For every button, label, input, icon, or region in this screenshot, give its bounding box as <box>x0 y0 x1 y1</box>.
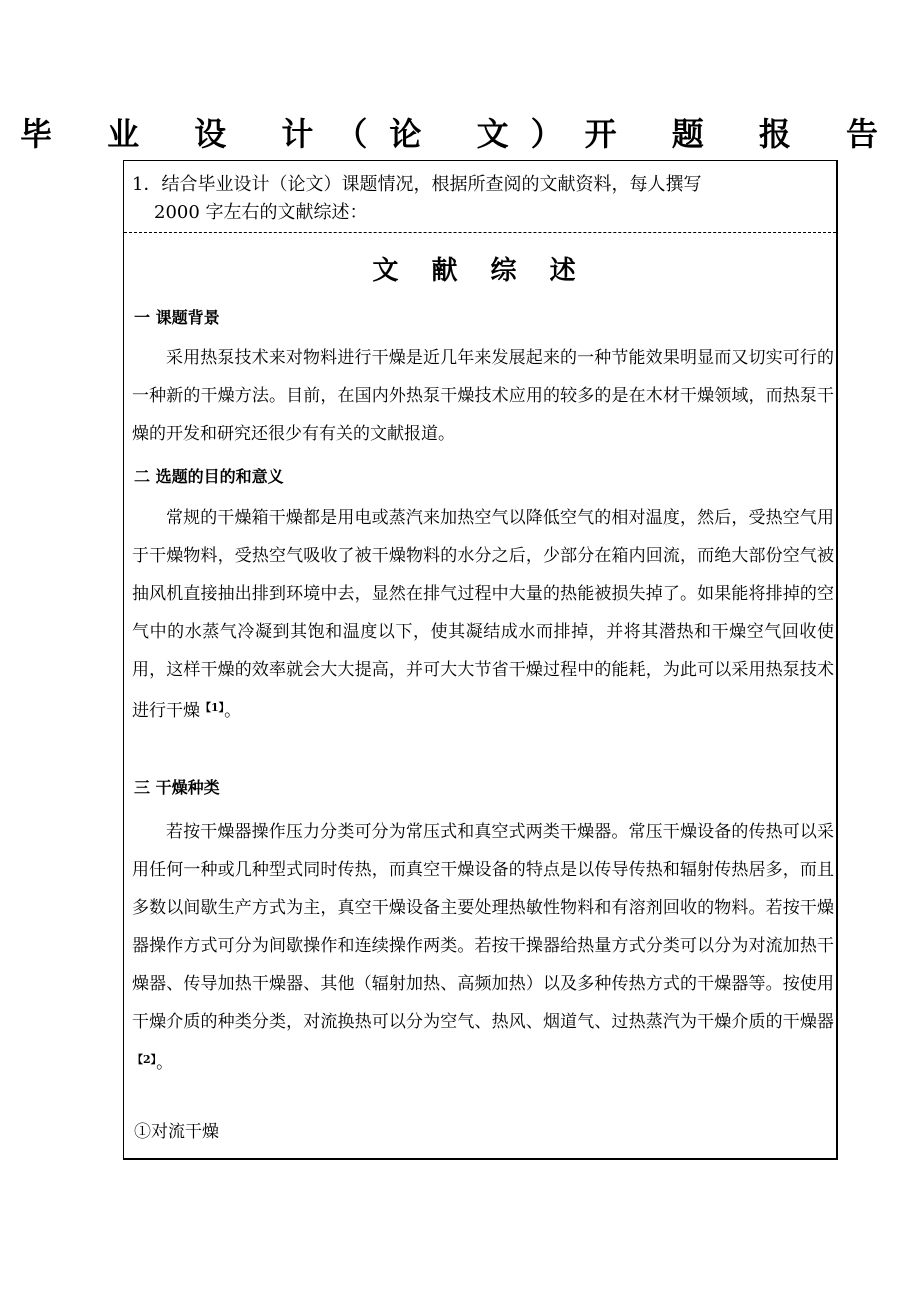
paragraph-background <box>132 339 834 453</box>
paragraph-types <box>132 813 834 1082</box>
form-prompt <box>132 171 832 227</box>
dashed-divider <box>124 232 836 233</box>
paragraph-purpose-text: 常规的干燥箱干燥都是用电或蒸汽来加热空气以降低空气的相对温度，然后，受热空气用于干燥物料，受热空气吸收了被干燥物料的水分之后，少部分在箱内回流，而绝大部份空气被抽风机直接抽出排到环境中去，显然在排气过程中大量的热能被损失掉了。如果能将排掉的空气中的水蒸气冷凝到其饱和温度以下，使其凝结成水而排掉，并将其潜热和干燥空气回收使用，这样干燥的效率就会大大提高，并可大大节省干燥过程中的能耗，为此可以采用热泵技术进行干燥 <box>132 508 834 721</box>
prompt-line-2: 2000 字左右的文献综述： <box>154 202 368 223</box>
paragraph-purpose-ending: 。 <box>224 701 242 721</box>
section-heading-types: 三 干燥种类 <box>134 778 220 797</box>
section-heading-background: 一 课题背景 <box>134 308 220 327</box>
paragraph-types-ending: 。 <box>156 1053 174 1073</box>
review-heading: 文 献 综 述 <box>372 256 588 286</box>
citation-2: 【2】 <box>132 1053 157 1066</box>
paragraph-types-text: 若按干燥器操作压力分类可分为常压式和真空式两类干燥器。常压干燥设备的传热可以采用任何一种或几种型式同时传热，而真空干燥设备的特点是以传导传热和辐射传热居多，而且多数以间歇生产方式为主，真空干燥设备主要处理热敏性物料和有溶剂回收的物料。若按干燥器操作方式可分为间歇操作和连续操作两类。若按干操器给热量方式分类可以分为对流加热干燥器、传导加热干燥器、其他（辐射加热、高频加热）以及多种传热方式的干燥器等。按使用干燥介质的种类分类，对流换热可以分为空气、热风、烟道气、过热蒸汽为干燥介质的干燥器 <box>132 822 834 1032</box>
item-convection-drying: ①对流干燥 <box>134 1122 219 1142</box>
report-form-box <box>123 160 838 1160</box>
paragraph-background-text: 采用热泵技术来对物料进行干燥是近几年来发展起来的一种节能效果明显而又切实可行的一种新的干燥方法。目前，在国内外热泵干燥技术应用的较多的是在木材干燥领域，而热泵干燥的开发和研究还很少有有关的文献报道。 <box>132 348 834 444</box>
paragraph-purpose <box>132 499 834 730</box>
citation-1: 【1】 <box>200 701 225 714</box>
document-title: 毕 业 设 计（论 文）开 题 报 告 <box>20 115 900 153</box>
prompt-line-1: 1．结合毕业设计（论文）课题情况，根据所查阅的文献资料，每人撰写 <box>132 174 702 195</box>
section-heading-purpose: 二 选题的目的和意义 <box>134 467 284 486</box>
